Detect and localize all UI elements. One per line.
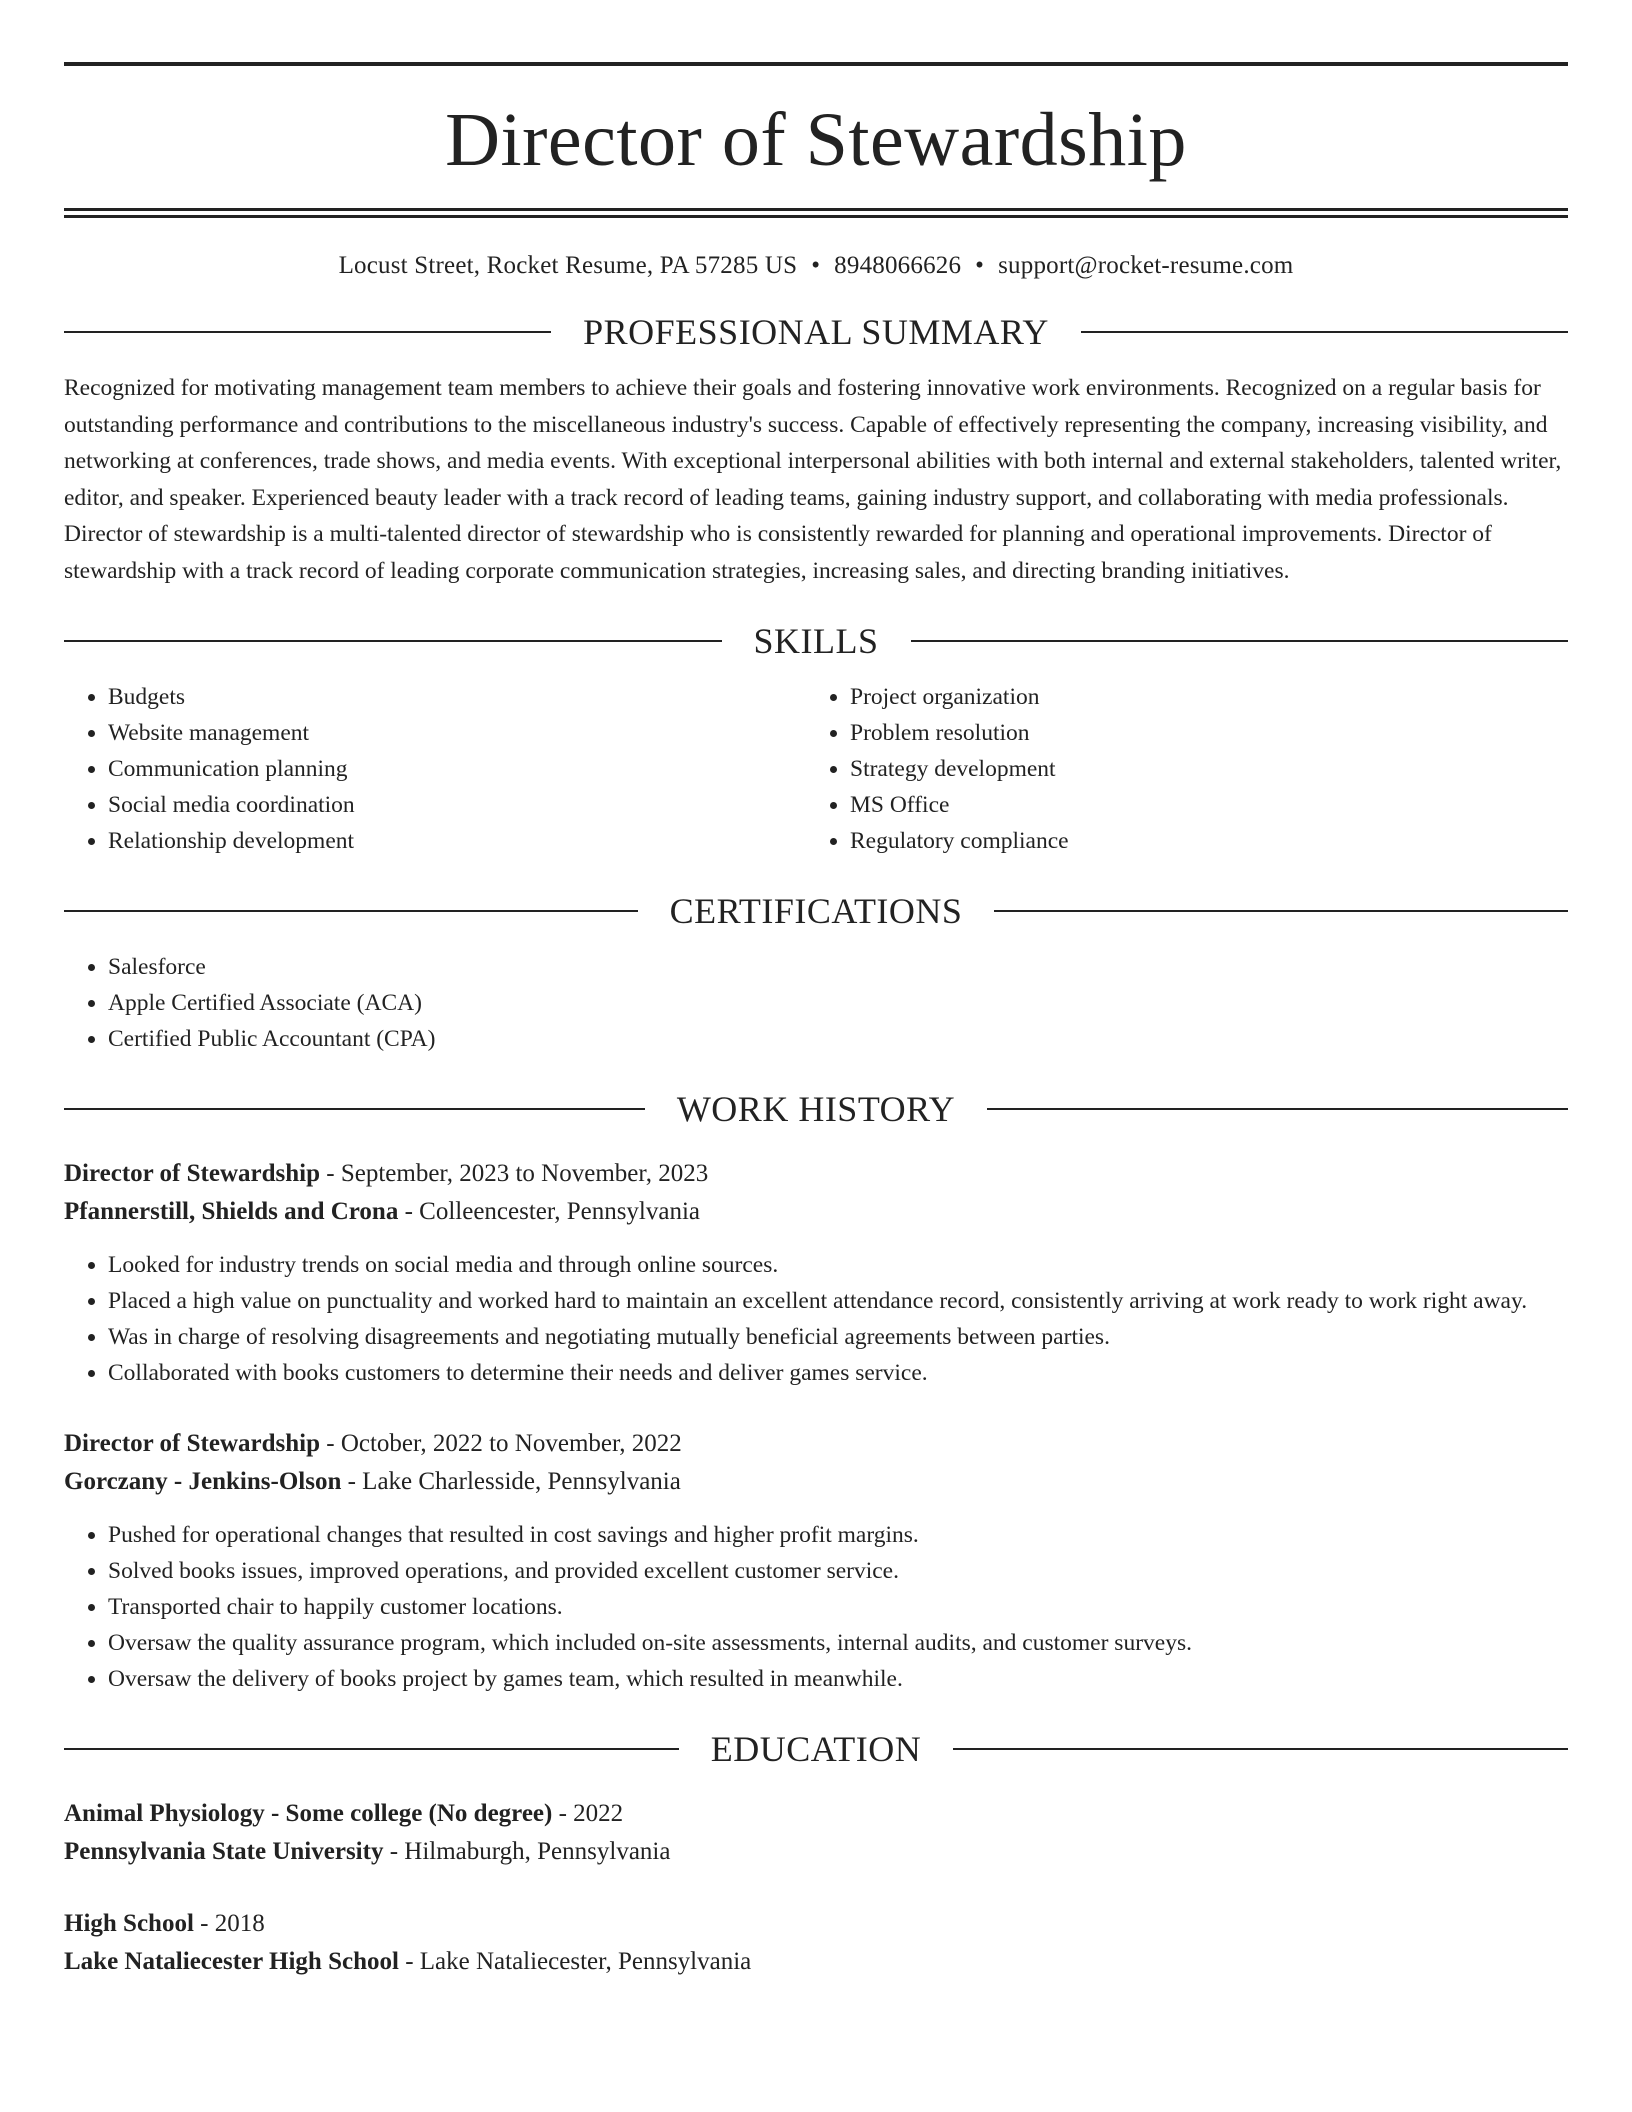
section-rule	[64, 1748, 679, 1750]
education-school: Lake Nataliecester High School	[64, 1948, 399, 1975]
job-bullet: • Collaborated with books customers to determine their needs and deliver games service.	[108, 1355, 1568, 1391]
skill-item: • MS Office	[850, 787, 1548, 823]
education-location: - Lake Nataliecester, Pennsylvania	[398, 1948, 752, 1975]
education-location: - Hilmaburgh, Pennsylvania	[383, 1838, 671, 1865]
job-title-line	[64, 1155, 1568, 1193]
section-rule	[64, 910, 638, 912]
section-header-certifications	[64, 893, 1568, 929]
education-degree-line	[64, 1795, 1568, 1833]
education-entry	[64, 1795, 1568, 1871]
job-bullet: • Looked for industry trends on social media and through online sources.	[108, 1247, 1568, 1283]
skills-grid	[64, 679, 1568, 859]
education-school-line	[64, 1943, 1568, 1981]
section-title: WORK HISTORY	[676, 1089, 956, 1129]
job-bullet: • Placed a high value on punctuality and worked hard to maintain an excellent attendance record, consistently arriving at work ready to work right away.	[108, 1283, 1568, 1319]
job-company-line	[64, 1193, 1568, 1231]
work-entry	[64, 1155, 1568, 1391]
section-header-summary	[64, 314, 1568, 350]
job-bullet: • Was in charge of resolving disagreements and negotiating mutually beneficial agreements between parties.	[108, 1319, 1568, 1355]
education-degree: High School	[64, 1910, 194, 1937]
section-rule	[987, 1108, 1568, 1110]
certifications-list	[64, 949, 1568, 1057]
section-rule	[64, 1108, 645, 1110]
skill-item: • Problem resolution	[850, 715, 1548, 751]
section-header-work-history	[64, 1091, 1568, 1127]
skills-column-right	[806, 679, 1548, 859]
resume-name: Director of Stewardship	[445, 98, 1187, 182]
contact-separator: •	[975, 252, 985, 279]
education-entry	[64, 1905, 1568, 1981]
education-school: Pennsylvania State University	[64, 1838, 384, 1865]
section-title: PROFESSIONAL SUMMARY	[583, 312, 1049, 352]
skill-item: • Project organization	[850, 679, 1548, 715]
job-company: Pfannerstill, Shields and Crona	[64, 1198, 399, 1225]
contact-address: Locust Street, Rocket Resume, PA 57285 US	[338, 252, 798, 279]
job-bullet: • Pushed for operational changes that resulted in cost savings and higher profit margins.	[108, 1517, 1568, 1553]
section-rule	[64, 331, 551, 333]
job-bullet: • Solved books issues, improved operations, and provided excellent customer service.	[108, 1553, 1568, 1589]
certification-item: • Apple Certified Associate (ACA)	[108, 985, 1568, 1021]
section-header-skills	[64, 623, 1568, 659]
section-rule	[994, 910, 1568, 912]
job-bullets	[64, 1517, 1568, 1697]
skill-item: • Regulatory compliance	[850, 823, 1548, 859]
section-title: CERTIFICATIONS	[669, 891, 963, 931]
skill-item: • Website management	[108, 715, 806, 751]
section-rule	[953, 1748, 1568, 1750]
certification-item: • Salesforce	[108, 949, 1568, 985]
contact-phone: 8948066626	[834, 252, 962, 279]
contact-email: support@rocket-resume.com	[998, 252, 1294, 279]
skill-item: • Strategy development	[850, 751, 1548, 787]
education-degree-line	[64, 1905, 1568, 1943]
resume-page	[64, 0, 1568, 1981]
skill-item: • Relationship development	[108, 823, 806, 859]
certification-item: • Certified Public Accountant (CPA)	[108, 1021, 1568, 1057]
job-bullets	[64, 1247, 1568, 1391]
education-year: - 2018	[193, 1910, 265, 1937]
section-title: SKILLS	[753, 621, 879, 661]
section-header-education	[64, 1731, 1568, 1767]
job-company: Gorczany - Jenkins-Olson	[64, 1468, 342, 1495]
section-rule	[64, 640, 722, 642]
job-dates: - September, 2023 to November, 2023	[320, 1160, 709, 1187]
section-rule	[1081, 331, 1568, 333]
name-double-rule	[64, 208, 1568, 218]
job-title-line	[64, 1425, 1568, 1463]
section-title: EDUCATION	[710, 1729, 922, 1769]
skills-list-right	[806, 679, 1548, 859]
section-rule	[911, 640, 1569, 642]
job-location: - Colleencester, Pennsylvania	[398, 1198, 701, 1225]
skill-item: • Budgets	[108, 679, 806, 715]
skills-list-left	[64, 679, 806, 859]
skill-item: • Communication planning	[108, 751, 806, 787]
job-company-line	[64, 1463, 1568, 1501]
job-dates: - October, 2022 to November, 2022	[320, 1430, 682, 1457]
skills-column-left	[64, 679, 806, 859]
contact-separator: •	[811, 252, 821, 279]
skill-item: • Social media coordination	[108, 787, 806, 823]
job-bullet: • Oversaw the quality assurance program, which included on-site assessments, internal audits, and customer surveys.	[108, 1625, 1568, 1661]
job-title: Director of Stewardship	[64, 1430, 320, 1457]
job-bullet: • Transported chair to happily customer locations.	[108, 1589, 1568, 1625]
work-entry	[64, 1425, 1568, 1697]
education-degree: Animal Physiology - Some college (No degree)	[64, 1800, 553, 1827]
job-location: - Lake Charlesside, Pennsylvania	[341, 1468, 681, 1495]
job-title: Director of Stewardship	[64, 1160, 320, 1187]
job-bullet: • Oversaw the delivery of books project by games team, which resulted in meanwhile.	[108, 1661, 1568, 1697]
summary-text: Recognized for motivating management team members to achieve their goals and fostering innovative work environments. Recognized on a regular basis for outstanding performance and contributions to the miscellaneous industry's success. Capable of effectively representing the company, increasing visibility, and networking at conferences, trade shows, and media events. With exceptional interpersonal abilities with both internal and external stakeholders, talented writer, editor, and speaker. Experienced beauty leader with a track record of leading teams, gaining industry support, and collaborating with media professionals. Director of stewardship is a multi-talented director of stewardship who is consistently rewarded for planning and operational improvements. Director of stewardship with a track record of leading corporate communication strategies, increasing sales, and directing branding initiatives.	[64, 375, 1562, 584]
education-year: - 2022	[552, 1800, 624, 1827]
contact-line	[64, 252, 1568, 280]
education-school-line	[64, 1833, 1568, 1871]
